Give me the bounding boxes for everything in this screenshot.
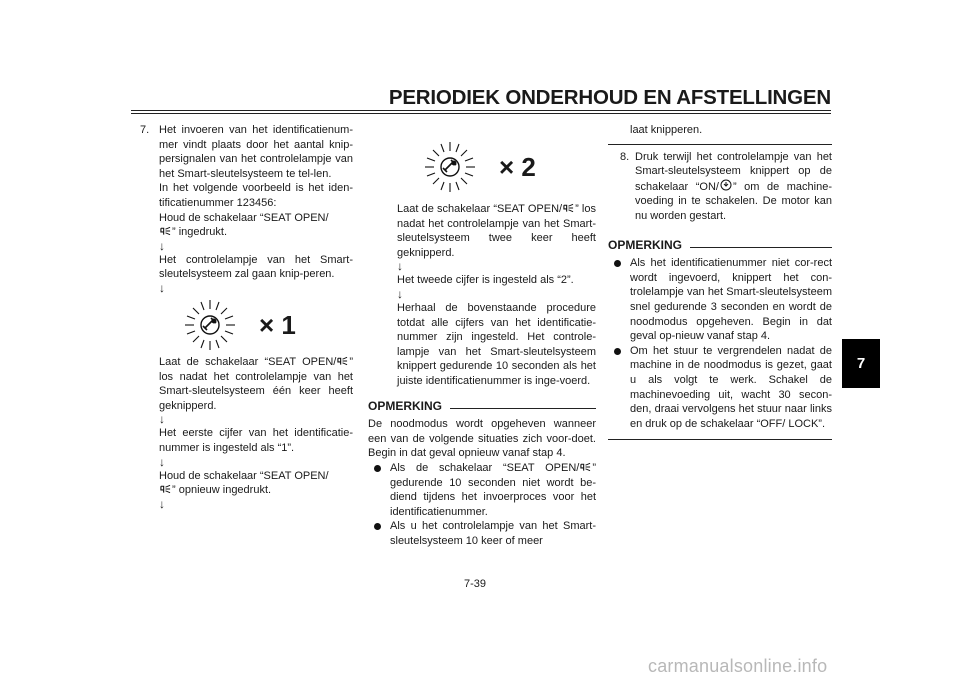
seat-open-icon [160, 484, 171, 494]
note-bullet [608, 344, 832, 432]
flow-arrow: ↓ [159, 280, 165, 295]
seat-open-icon [337, 356, 348, 366]
column-2-steps [368, 202, 596, 389]
seat-open-icon [563, 203, 574, 213]
bullet-dot-icon [374, 523, 381, 530]
repeat-procedure: Herhaal de bovenstaande procedure totdat alle cijfers van het identificatie-nummer zijn ingesteld. Het controle-lampje van het Smart-sleutelsysteem knippert gedurende 10 seconden als het juiste identificatienummer is inge-voerd. [397, 301, 596, 387]
note-title: OPMERKING [608, 237, 683, 252]
flow-arrow: ↓ [159, 496, 165, 511]
note-rule [450, 408, 596, 409]
flow-arrow: ↓ [159, 454, 165, 469]
lamp-will-blink: Het controlelampje van het Smart-sleutelsysteem zal gaan knip-peren. [159, 253, 353, 281]
flow-arrow: ↓ [159, 412, 165, 427]
chapter-tab: 7 [842, 339, 880, 388]
note-end-rule [608, 144, 832, 145]
blink-twice-illustration [368, 138, 596, 196]
press-1-text-a: Houd de schakelaar “SEAT OPEN/ [159, 211, 329, 224]
seat-open-icon [580, 462, 591, 472]
bullet-2-text: Als u het controlelampje van het Smart-sleutelsysteem 10 keer of meer [390, 520, 596, 547]
note-bullet [368, 461, 596, 519]
step-8-number: 8. [620, 150, 630, 163]
step-7 [132, 123, 353, 181]
column-1 [132, 123, 353, 511]
watermark: carmanualsonline.info [648, 656, 828, 676]
blink-count-1: × 1 [259, 309, 296, 340]
step-7-text: Het invoeren van het identificatienum-mer vindt plaats door het aantal knip-persignalen van het controlelampje van het Smart-sleutelsysteem te tel-len. [159, 124, 353, 180]
note-bullet [368, 519, 596, 548]
release-1-text-a: Laat de schakelaar “SEAT OPEN/ [159, 355, 337, 368]
release-instruction-1 [132, 355, 353, 413]
column-2 [368, 138, 596, 548]
blink-count-2: × 2 [499, 151, 536, 182]
header-rule-top [131, 110, 831, 111]
bullet-2-text: Om het stuur te vergrendelen nadat de machine in de noodmodus is gezet, gaat u als volgt te werk. Schakel de machinevoeding uit, wacht 30 secon-den, draai vervolgens het stuur naar links en druk op de schakelaar “OFF/ LOCK”. [630, 344, 832, 430]
press-instruction-1 [132, 211, 353, 240]
first-digit-set: Het eerste cijfer van het identificatie-nummer is ingesteld als “1”. [159, 427, 353, 454]
bullet-dot-icon [614, 260, 621, 267]
seat-open-icon [160, 226, 171, 236]
blinking-key-lamp-icon [183, 298, 237, 352]
press-instruction-2 [132, 469, 353, 498]
note-heading [368, 399, 596, 414]
second-digit-set: Het tweede cijfer is ingesteld als “2”. [397, 274, 574, 287]
release-2-text-b: ” los nadat het controlelampje van het Smart-sleutelsysteem twee keer heeft geknipperd. [397, 203, 596, 259]
note-bullet [608, 256, 832, 344]
release-instruction-2 [397, 202, 596, 260]
header-rule-bottom [131, 113, 831, 114]
blinking-key-lamp-icon [423, 140, 477, 194]
release-2-text-a: Laat de schakelaar “SEAT OPEN/ [397, 203, 563, 215]
flow-arrow: ↓ [397, 259, 403, 274]
blink-count-2-value: 2 [521, 151, 536, 182]
bullet-dot-icon [614, 348, 621, 355]
bullet-1-text-b: ” gedurende 10 seconden niet wordt be-diend tijdens het invoerproces voor het identificatienummer. [390, 461, 596, 518]
bullet-1-text-a: Als de schakelaar “SEAT OPEN/ [390, 461, 580, 474]
note-rule [690, 247, 832, 248]
power-key-icon [720, 179, 732, 191]
note-text: De noodmodus wordt opgeheven wanneer een van de volgende situaties zich voor-doet. Begin in dat geval opnieuw vanaf stap 4. [368, 418, 596, 460]
press-2-text-b: ” opnieuw ingedrukt. [172, 484, 272, 497]
release-1-text-b: ” los nadat het controlelampje van het Smart-sleutelsysteem één keer heeft geknipperd. [159, 355, 353, 412]
step-8-text-a: Druk terwijl het controlelampje van het Smart-sleutelsysteem knippert op de schakelaar “ON/ [635, 150, 832, 193]
blink-once-illustration [132, 295, 353, 355]
page-header-title: PERIODIEK ONDERHOUD EN AFSTELLINGEN [388, 86, 831, 109]
continued-text: laat knipperen. [630, 124, 703, 136]
page-number: 7-39 [464, 578, 487, 590]
note-end-rule [608, 439, 832, 440]
step-7-number: 7. [140, 124, 150, 136]
step-8-text-b: ” om de machine-voeding in te schakelen. De motor kan nu worden gestart. [635, 180, 832, 222]
column-3 [608, 123, 832, 440]
flow-arrow: ↓ [397, 286, 403, 301]
bullet-1-text: Als het identificatienummer niet cor-rect wordt ingevoerd, knippert het con-trolelampje van het Smart-sleutelsysteem snel gedurende 3 seconden en wordt de noodmodus opgeheven. Begin in dat geval op-nieuw vanaf stap 4. [630, 257, 832, 343]
step-8 [608, 150, 832, 224]
press-1-text-b: ” ingedrukt. [172, 226, 228, 239]
example-intro: In het volgende voorbeeld is het iden-tificatienummer 123456: [159, 182, 353, 209]
bullet-dot-icon [374, 465, 381, 472]
flow-arrow: ↓ [159, 238, 165, 253]
note-heading [608, 238, 832, 253]
press-2-text-a: Houd de schakelaar “SEAT OPEN/ [159, 469, 329, 482]
note-title: OPMERKING [368, 398, 443, 413]
blink-count-1-value: 1 [281, 309, 296, 340]
